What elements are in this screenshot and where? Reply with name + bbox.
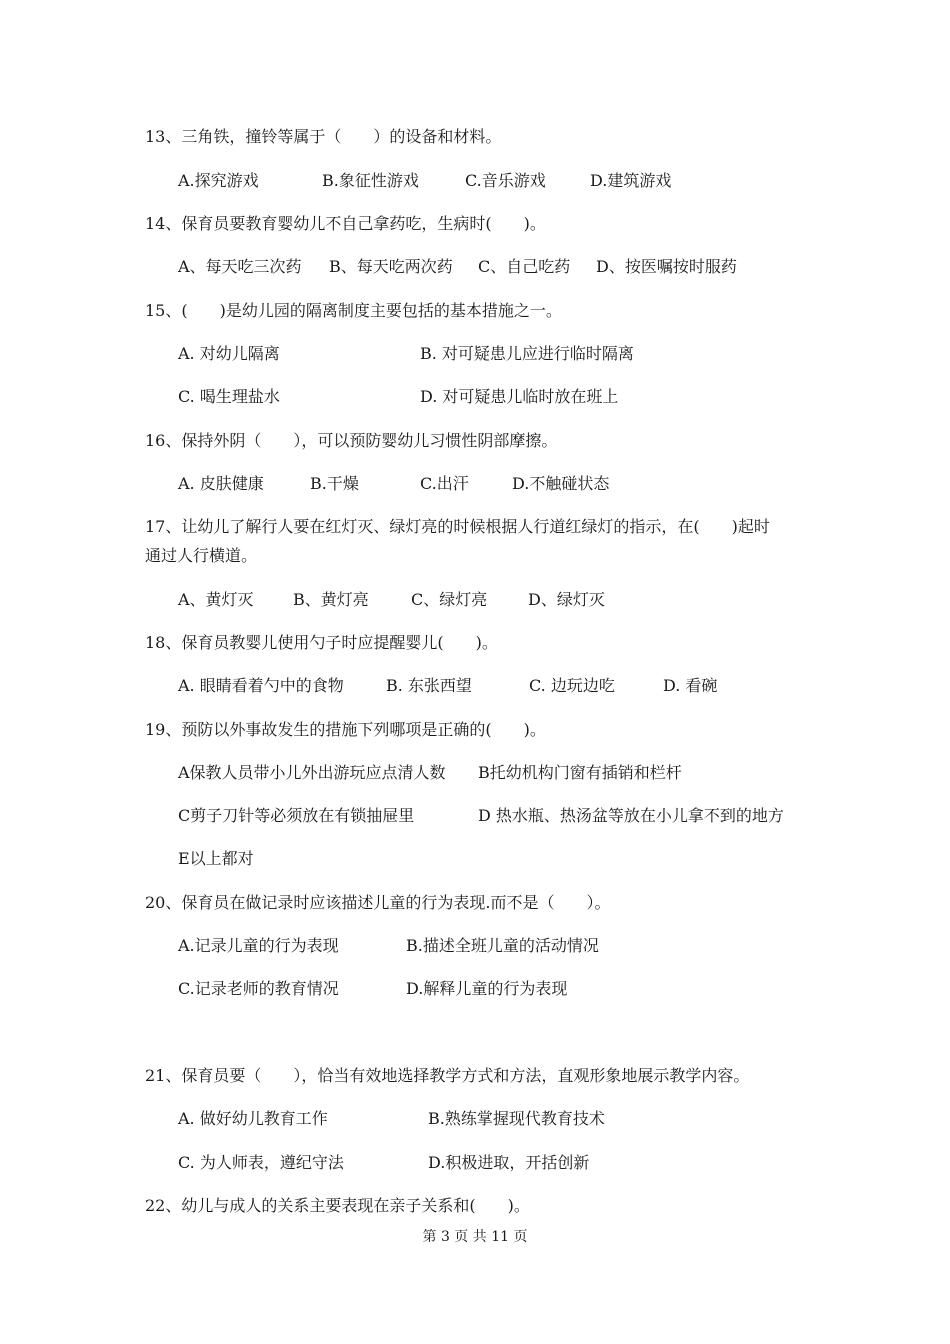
- question-stem-continuation: 通过人行横道。: [145, 546, 258, 565]
- option-c: C. 边玩边吃: [529, 676, 615, 695]
- option-a: A保教人员带小儿外出游玩应点清人数: [178, 763, 446, 782]
- question-stem: 22、幼儿与成人的关系主要表现在亲子关系和( )。: [145, 1196, 530, 1215]
- option-d: D. 对可疑患儿临时放在班上: [420, 387, 619, 406]
- option-d: D.解释儿童的行为表现: [406, 979, 568, 998]
- option-c: C剪子刀针等必须放在有锁抽屉里: [178, 806, 415, 825]
- option-a: A.记录儿童的行为表现: [178, 936, 339, 955]
- option-d: D、按医嘱按时服药: [596, 257, 737, 276]
- option-a: A. 眼睛看着勺中的食物: [178, 676, 344, 695]
- option-c: C.音乐游戏: [465, 171, 546, 190]
- option-a: A.探究游戏: [178, 171, 259, 190]
- option-b: B. 东张西望: [386, 676, 472, 695]
- option-a: A、每天吃三次药: [178, 257, 302, 276]
- option-c: C、绿灯亮: [411, 590, 488, 609]
- option-c: C、自己吃药: [478, 257, 571, 276]
- option-c: C.记录老师的教育情况: [178, 979, 339, 998]
- option-d: D. 看碗: [663, 676, 718, 695]
- option-b: B.象征性游戏: [322, 171, 419, 190]
- question-stem: 19、预防以外事故发生的措施下列哪项是正确的( )。: [145, 720, 546, 739]
- question-stem: 20、保育员在做记录时应该描述儿童的行为表现.而不是（ ）。: [145, 893, 611, 912]
- option-a: A. 对幼儿隔离: [178, 344, 280, 363]
- option-d: D 热水瓶、热汤盆等放在小儿拿不到的地方: [478, 806, 784, 825]
- option-b: B.熟练掌握现代教育技术: [428, 1109, 605, 1128]
- question-stem: 21、保育员要（ ），恰当有效地选择教学方式和方法，直观形象地展示教学内容。: [145, 1066, 750, 1085]
- option-b: B. 对可疑患儿应进行临时隔离: [420, 344, 634, 363]
- option-a: A. 皮肤健康: [178, 474, 264, 493]
- question-stem: 14、保育员要教育婴幼儿不自己拿药吃，生病时( )。: [145, 214, 546, 233]
- question-stem: 16、保持外阴（ ），可以预防婴幼儿习惯性阴部摩擦。: [145, 431, 558, 450]
- question-stem: 15、( )是幼儿园的隔离制度主要包括的基本措施之一。: [145, 301, 562, 320]
- option-c: C.出汗: [420, 474, 469, 493]
- question-stem: 17、让幼儿了解行人要在红灯灭、绿灯亮的时候根据人行道红绿灯的指示，在( )起时: [145, 517, 770, 536]
- option-d: D、绿灯灭: [528, 590, 605, 609]
- question-stem: 18、保育员教婴儿使用勺子时应提醒婴儿( )。: [145, 633, 498, 652]
- option-c: C. 为人师表，遵纪守法: [178, 1153, 344, 1172]
- option-a: A. 做好幼儿教育工作: [178, 1109, 328, 1128]
- page-number: 第 3 页 共 11 页: [422, 1229, 528, 1245]
- option-d: D.建筑游戏: [590, 171, 672, 190]
- option-b: B.干燥: [310, 474, 359, 493]
- option-d: D.不触碰状态: [512, 474, 610, 493]
- option-b: B、黄灯亮: [293, 590, 369, 609]
- option-c: C. 喝生理盐水: [178, 387, 280, 406]
- question-stem: 13、三角铁，撞铃等属于（ ）的设备和材料。: [145, 127, 502, 146]
- option-e: E以上都对: [178, 849, 254, 868]
- option-a: A、黄灯灭: [178, 590, 254, 609]
- option-b: B托幼机构门窗有插销和栏杆: [478, 763, 682, 782]
- option-b: B、每天吃两次药: [329, 257, 453, 276]
- option-b: B.描述全班儿童的活动情况: [406, 936, 599, 955]
- option-d: D.积极进取，开括创新: [428, 1153, 590, 1172]
